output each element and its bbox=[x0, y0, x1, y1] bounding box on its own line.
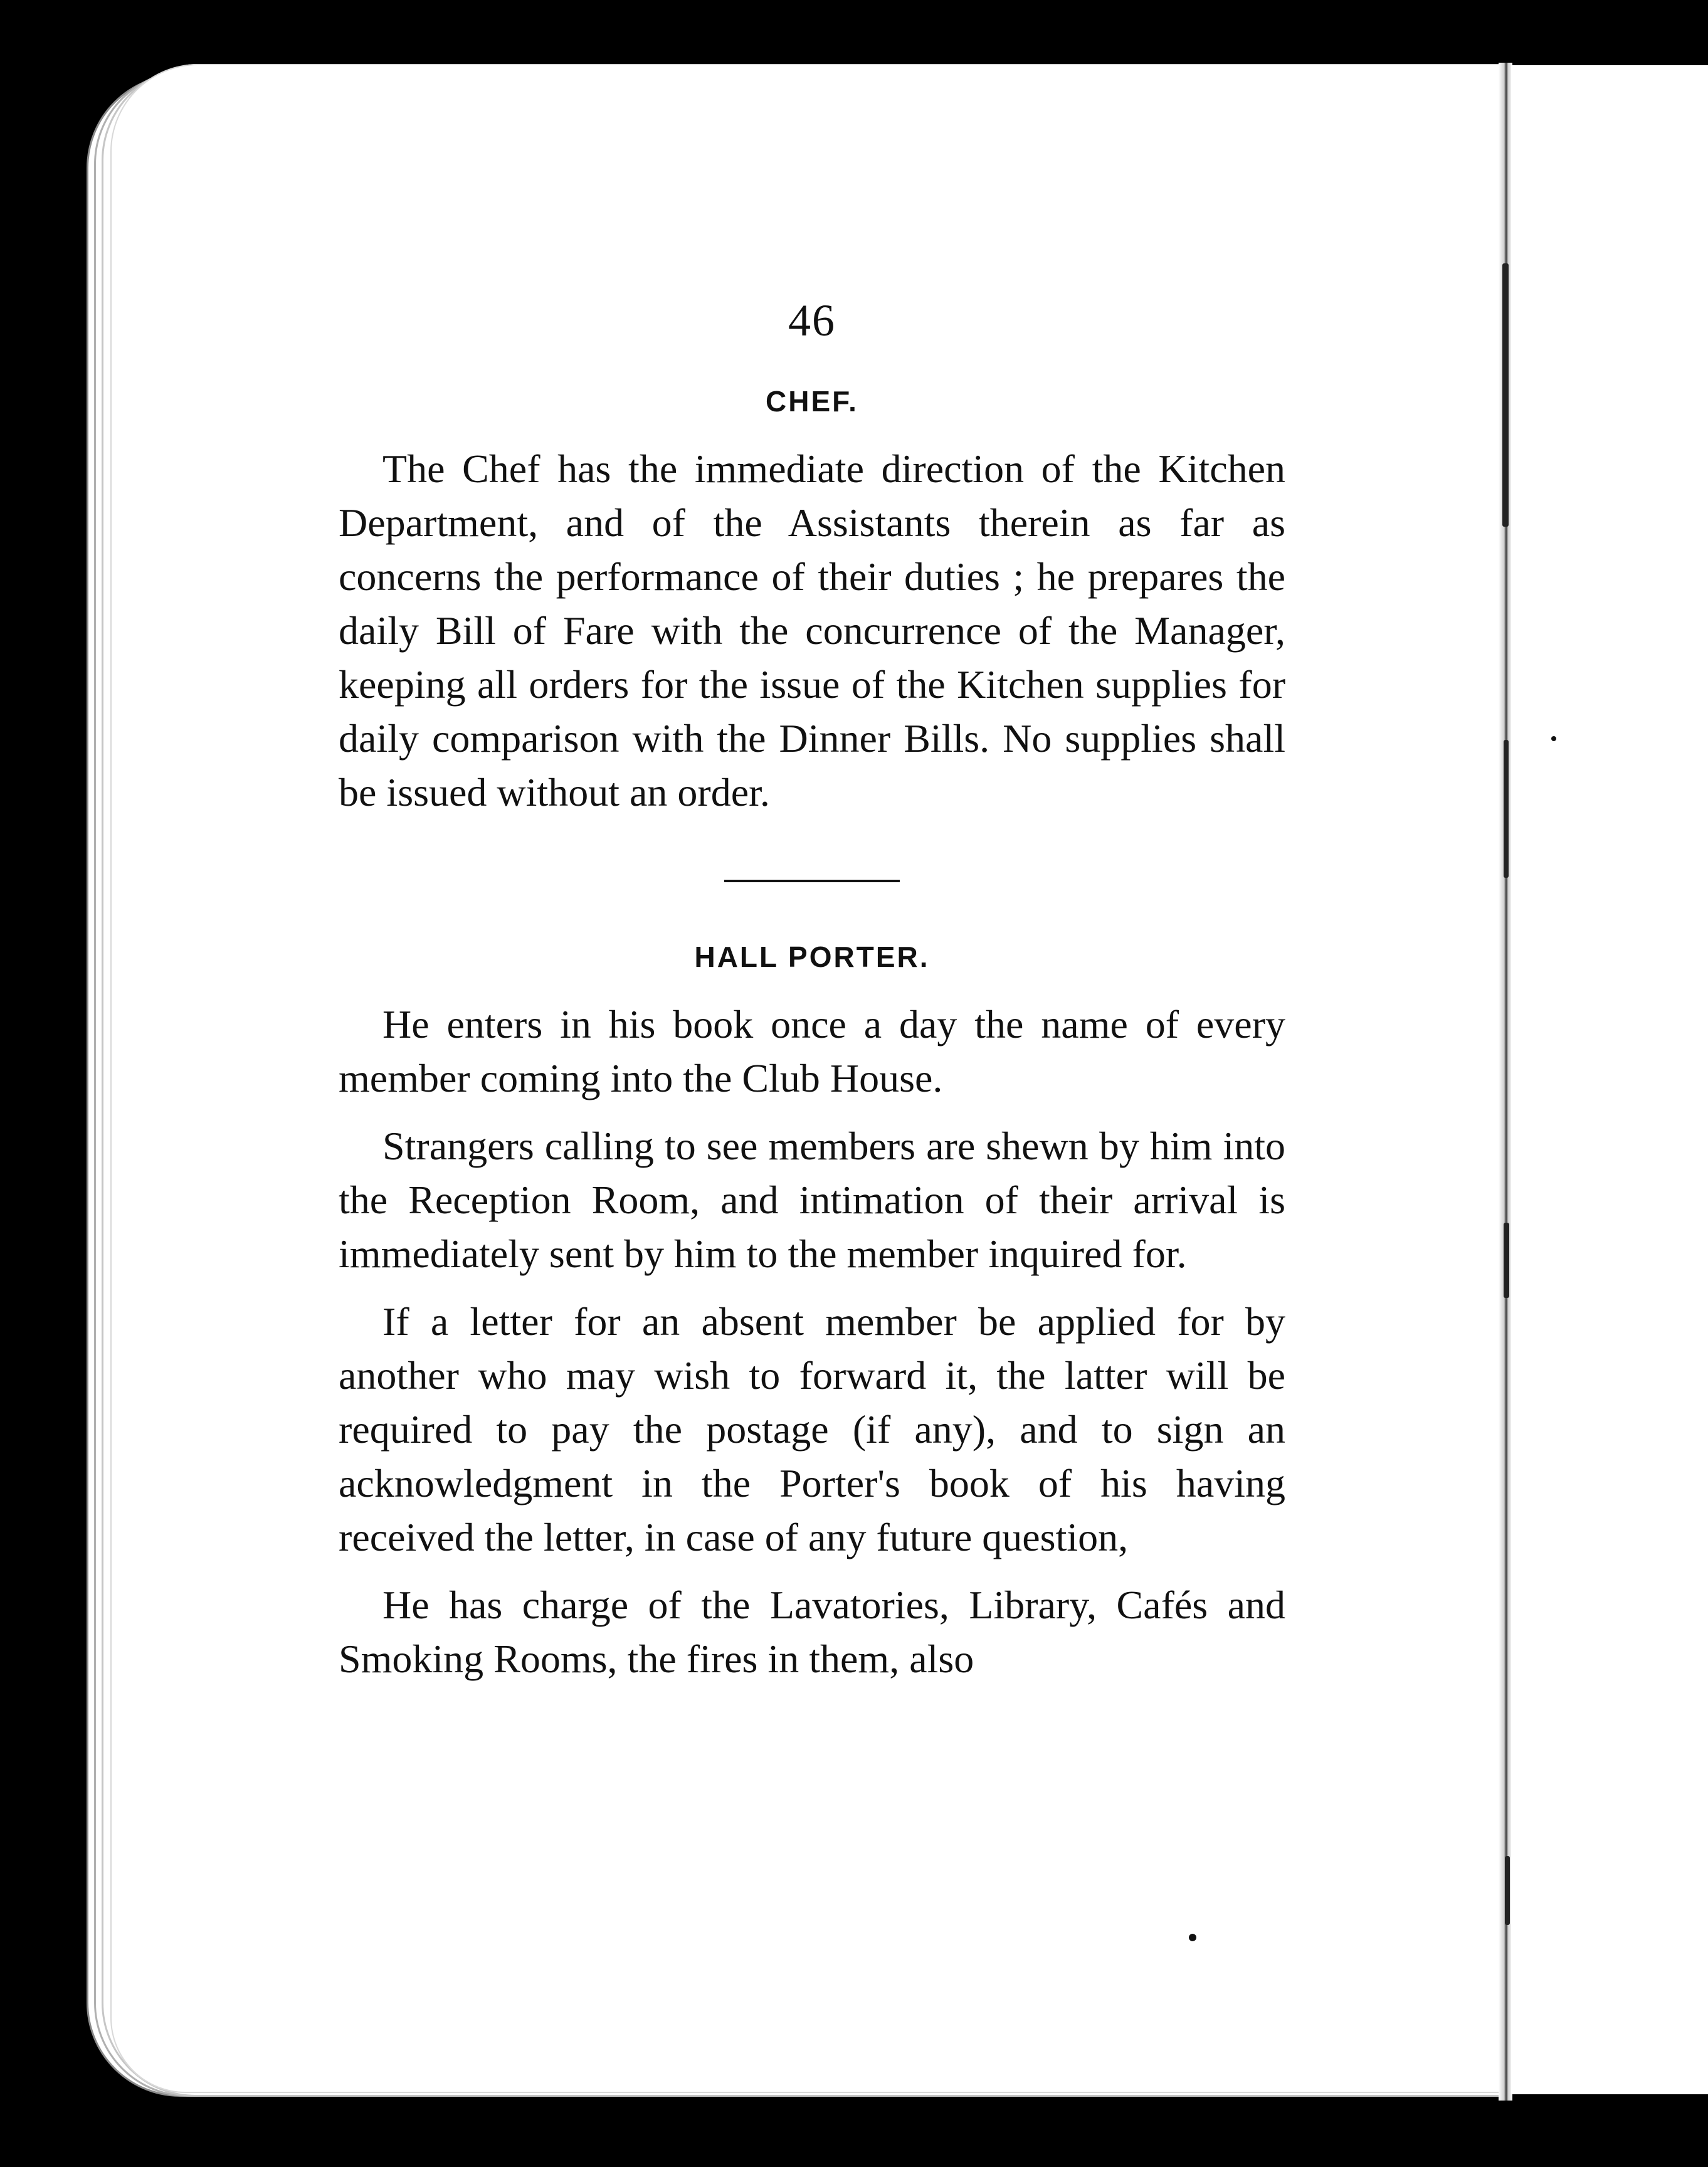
section-hall-porter bbox=[339, 940, 1285, 1686]
page-number: 46 bbox=[788, 295, 836, 345]
section-heading: HALL PORTER. bbox=[694, 941, 930, 973]
gutter-shadow bbox=[1504, 740, 1509, 878]
section-chef bbox=[339, 384, 1285, 820]
ink-speck bbox=[1551, 736, 1556, 741]
paragraph: He enters in his book once a day the name of every member coming into the Club House. bbox=[339, 1002, 1285, 1100]
paragraph: Strangers calling to see members are shewn by him into the Reception Room, and intimation of their arrival is immediately sent by him to the member inquired for. bbox=[339, 1124, 1285, 1276]
gutter-shadow bbox=[1502, 263, 1509, 527]
section-divider bbox=[724, 880, 900, 882]
facing-page bbox=[1511, 65, 1708, 2094]
paragraph: He has charge of the Lavatories, Library, Cafés and Smoking Rooms, the fires in them, also bbox=[339, 1583, 1285, 1681]
gutter-shadow bbox=[1505, 1856, 1510, 1925]
paragraph: The Chef has the immediate direction of the Kitchen Department, and of the Assistants therein as far as concerns the performance of their duties ; he prepares the daily Bill of Fare with the concurrence of the Manager, keeping all orders for the issue of the Kitchen supplies for daily comparison with the Dinner Bills. No supplies shall be issued without an order. bbox=[339, 446, 1285, 815]
page-content bbox=[339, 295, 1285, 1700]
section-heading: CHEF. bbox=[766, 385, 858, 418]
ink-speck bbox=[1189, 1934, 1196, 1941]
paragraph: If a letter for an absent member be applied for by another who may wish to forward it, the latter will be required to pay the postage (if any), and to sign an acknowledgment in the Porter's book of his having received the letter, in case of any future question, bbox=[339, 1299, 1285, 1559]
gutter-shadow bbox=[1504, 1223, 1509, 1298]
